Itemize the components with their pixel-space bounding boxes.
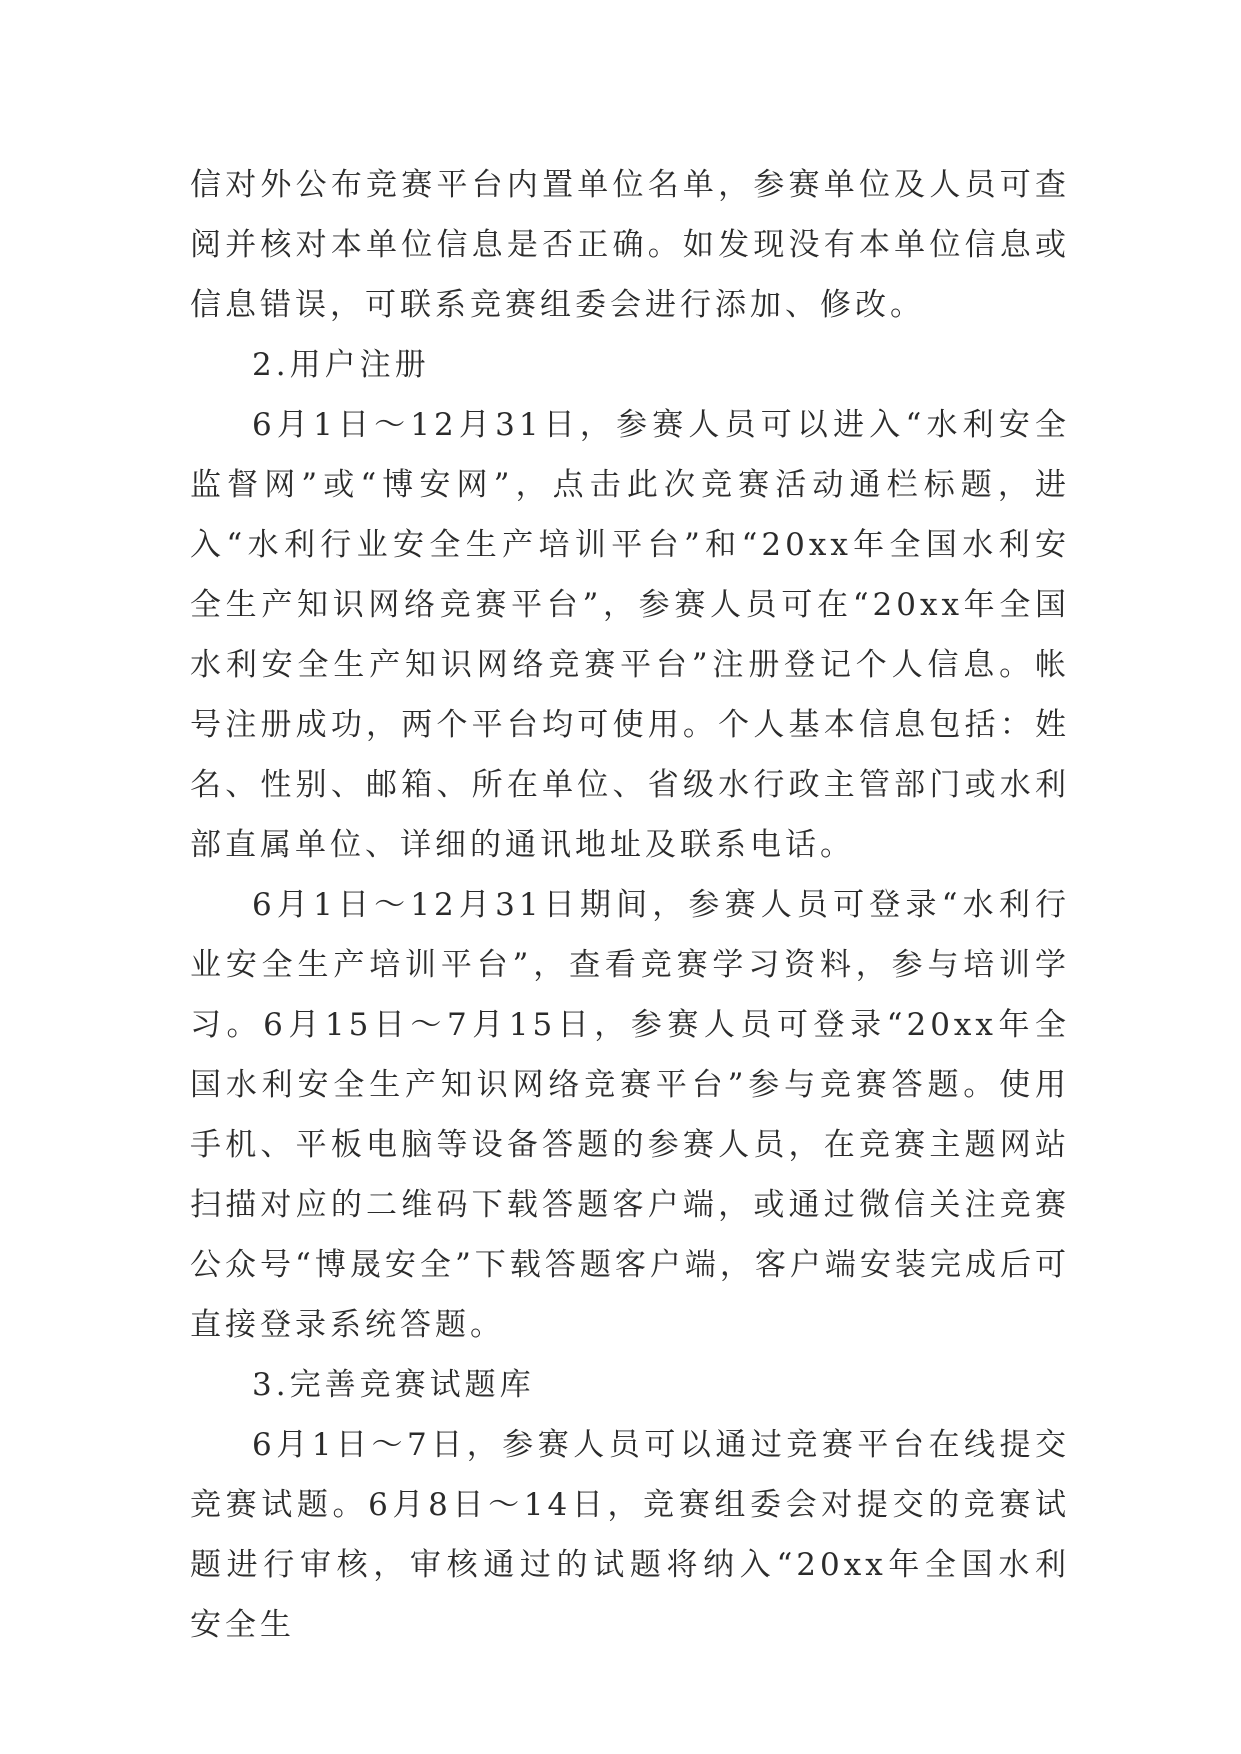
section-heading-question-bank: 3.完善竞赛试题库 [252, 1367, 535, 1403]
paragraph-registration-details: 6月1日～12月31日，参赛人员可以进入“水利安全监督网”或“博安网”，点击此次竞赛活动通栏标题，进入“水利行业安全生产培训平台”和“20xx年全国水利安全生产知识网络竞赛平台”，参赛人员可在“20xx年全国水利安全生产知识网络竞赛平台”注册登记个人信息。帐号注册成功，两个平台均可使用。个人基本信息包括：姓名、性别、邮箱、所在单位、省级水行政主管部门或水利部直属单位、详细的通讯地址及联系电话。 [190, 407, 1070, 863]
paragraph-question-submission: 6月1日～7日，参赛人员可以通过竞赛平台在线提交竞赛试题。6月8日～14日，竞赛组委会对提交的竞赛试题进行审核，审核通过的试题将纳入“20xx年全国水利安全生 [190, 1427, 1070, 1643]
paragraph-training-and-answering: 6月1日～12月31日期间，参赛人员可登录“水利行业安全生产培训平台”，查看竞赛学习资料，参与培训学习。6月15日～7月15日，参赛人员可登录“20xx年全国水利安全生产知识网络竞赛平台”参与竞赛答题。使用手机、平板电脑等设备答题的参赛人员，在竞赛主题网站扫描对应的二维码下载答题客户端，或通过微信关注竞赛公众号“博晟安全”下载答题客户端，客户端安装完成后可直接登录系统答题。 [190, 887, 1070, 1343]
continuation-paragraph: 信对外公布竞赛平台内置单位名单，参赛单位及人员可查阅并核对本单位信息是否正确。如发现没有本单位信息或信息错误，可联系竞赛组委会进行添加、修改。 [190, 167, 1070, 323]
section-heading-user-registration: 2.用户注册 [252, 347, 430, 383]
document-body [190, 155, 1070, 1655]
